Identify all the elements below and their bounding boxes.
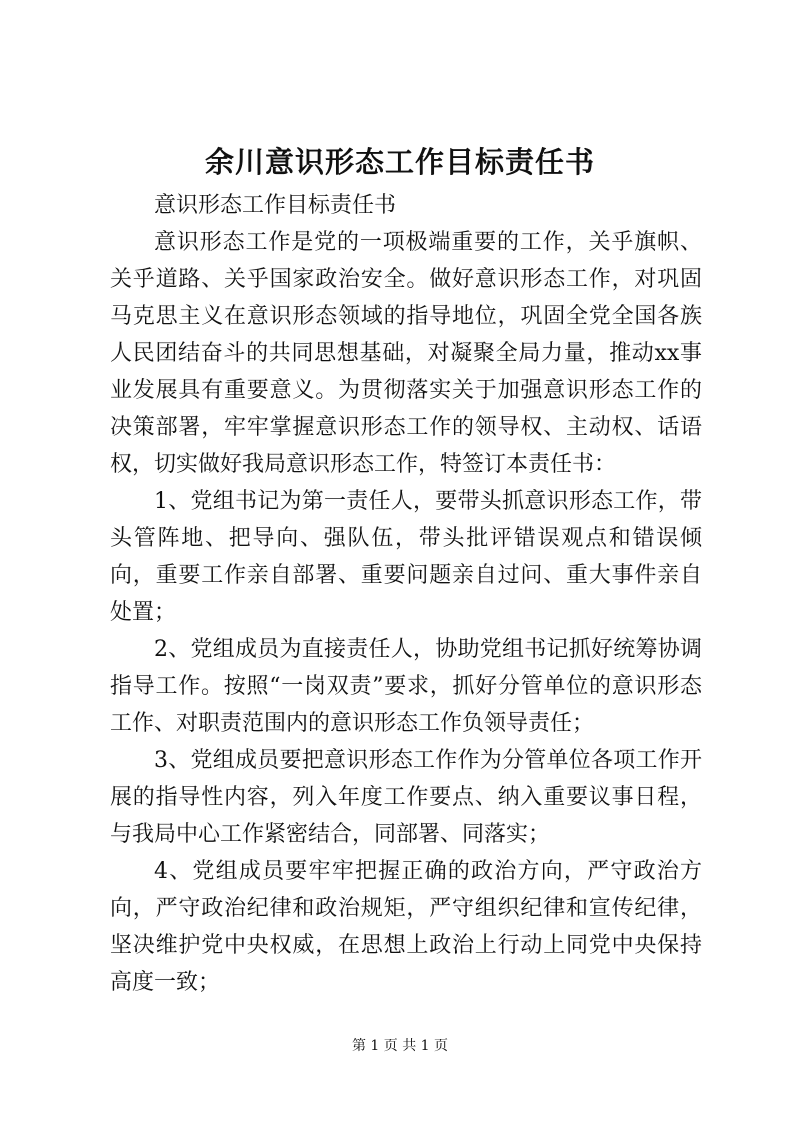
- clause-1-paragraph: 1、党组书记为第一责任人，要带头抓意识形态工作，带头管阵地、把导向、强队伍，带头批评错误观点和错误倾向，重要工作亲自部署、重要问题亲自过问、重大事件亲自处置；: [110, 489, 702, 625]
- clause-3-paragraph: 3、党组成员要把意识形态工作作为分管单位各项工作开展的指导性内容，列入年度工作要点、纳入重要议事日程，与我局中心工作紧密结合，同部署、同落实；: [110, 748, 702, 847]
- page-footer: 第 1 页 共 1 页: [351, 1038, 449, 1054]
- clause-2-paragraph: 2、党组成员为直接责任人，协助党组书记抓好统筹协调指导工作。按照“一岗双责”要求，抓好分管单位的意识形态工作、对职责范围内的意识形态工作负领导责任；: [110, 637, 702, 736]
- subtitle-paragraph: 意识形态工作目标责任书: [154, 193, 397, 218]
- document-body: [110, 187, 702, 1001]
- intro-paragraph: 意识形态工作是党的一项极端重要的工作，关乎旗帜、关乎道路、关乎国家政治安全。做好意识形态工作，对巩固马克思主义在意识形态领域的指导地位，巩固全党全国各族人民团结奋斗的共同思想基础，对凝聚全局力量，推动xx事业发展具有重要意义。为贯彻落实关于加强意识形态工作的决策部署，牢牢掌握意识形态工作的领导权、主动权、话语权，切实做好我局意识形态工作，特签订本责任书：: [110, 230, 702, 477]
- clause-4-paragraph: 4、党组成员要牢牢把握正确的政治方向，严守政治方向，严守政治纪律和政治规矩，严守组织纪律和宣传纪律，坚决维护党中央权威，在思想上政治上行动上同党中央保持高度一致；: [110, 859, 702, 995]
- document-title: 余川意识形态工作目标责任书: [204, 145, 595, 179]
